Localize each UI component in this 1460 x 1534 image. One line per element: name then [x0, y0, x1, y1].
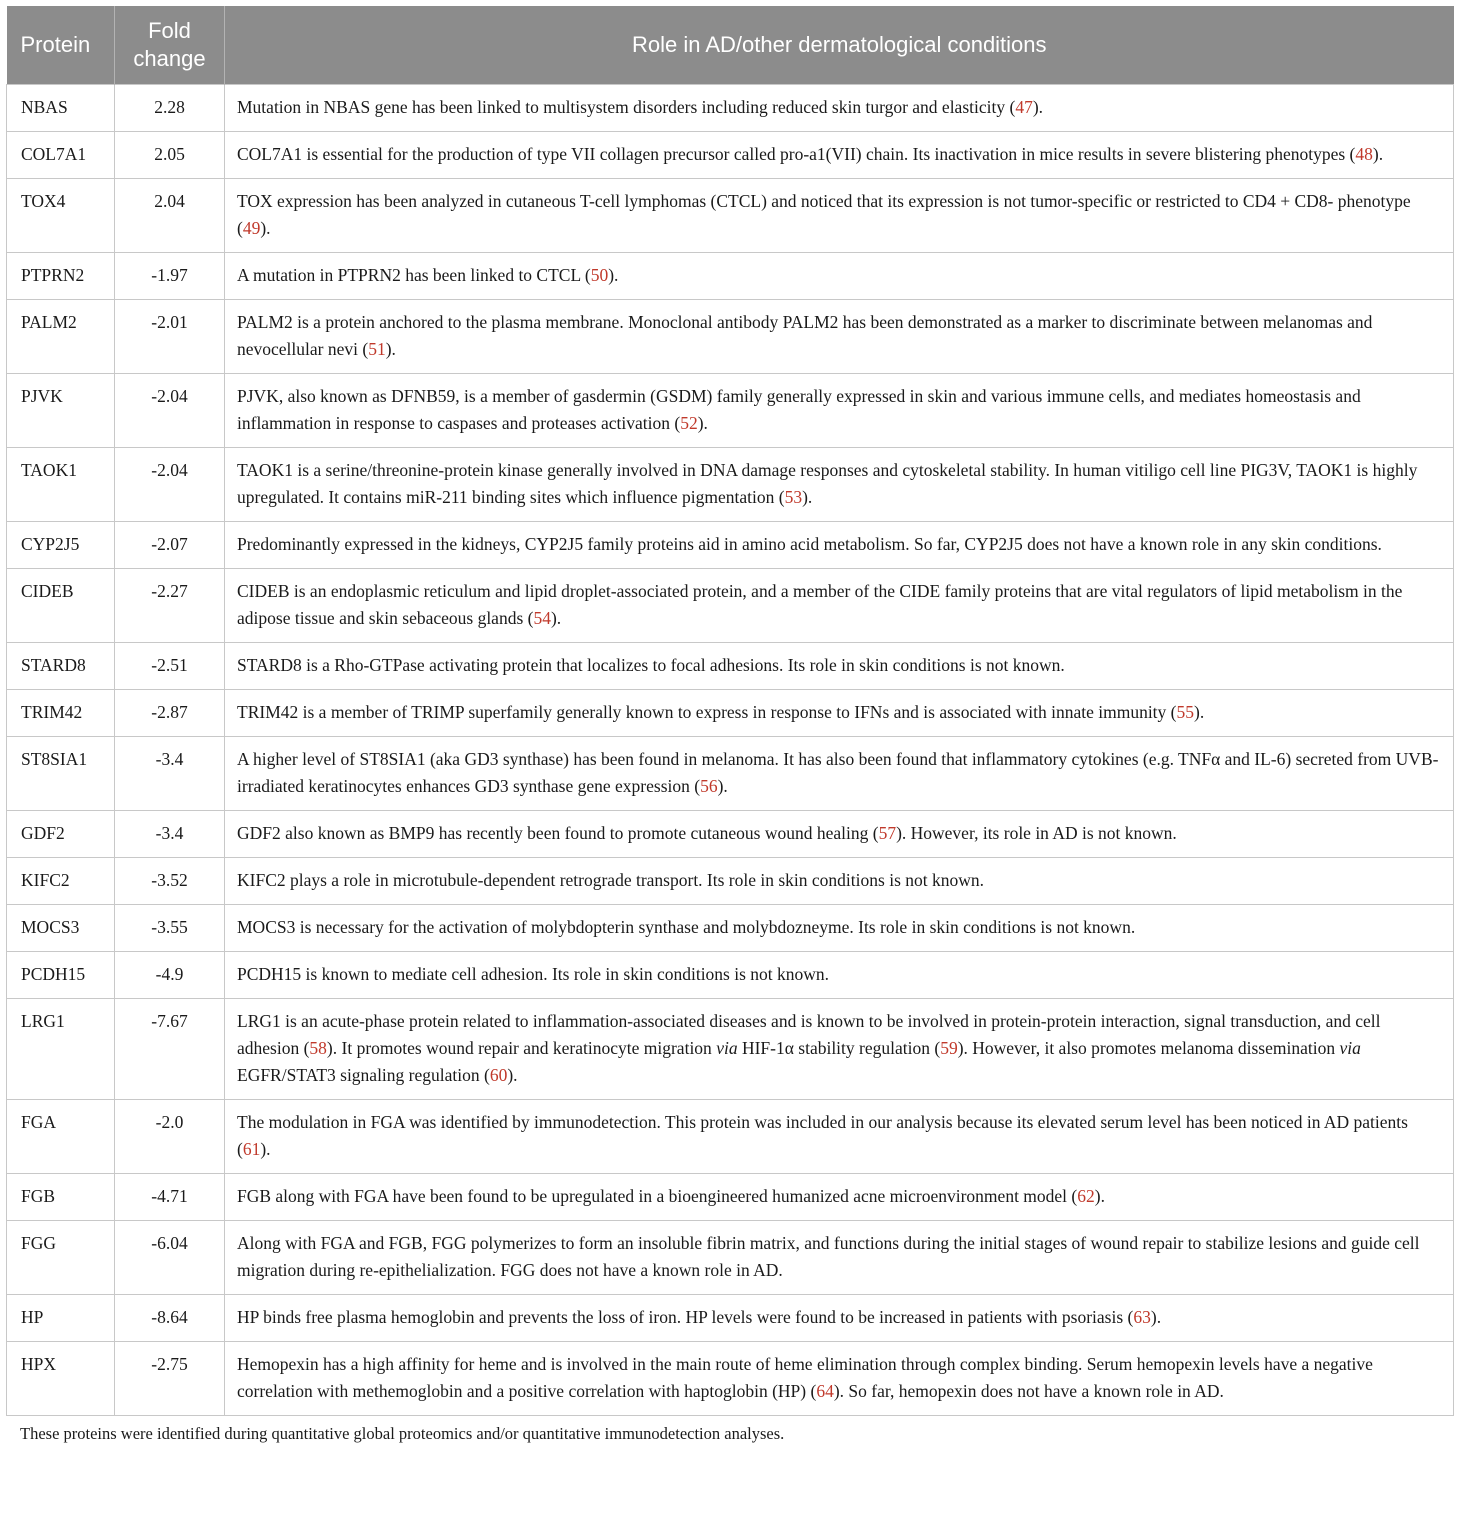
table-row	[7, 569, 1454, 643]
table-row	[7, 179, 1454, 253]
protein-cell: COL7A1	[7, 132, 115, 179]
reference-link[interactable]: 57	[878, 823, 897, 843]
table-row	[7, 300, 1454, 374]
reference-link[interactable]: 63	[1133, 1307, 1151, 1327]
role-text: Mutation in NBAS gene has been linked to multisystem disorders including reduced skin turgor and elasticity (	[237, 97, 1016, 117]
fold-change-cell: -2.04	[115, 448, 225, 522]
role-text: ).	[1094, 1186, 1105, 1206]
fold-change-cell: -3.4	[115, 737, 225, 811]
role-cell	[225, 858, 1454, 905]
role-text: A higher level of ST8SIA1 (aka GD3 synthase) has been found in melanoma. It has also been found that inflammatory cytokines (e.g. TNFα and IL-6) secreted from UVB-irradiated keratinocytes enhances GD3 synthase gene expression (	[237, 749, 1439, 796]
role-text: ).	[697, 413, 708, 433]
table-row	[7, 1295, 1454, 1342]
role-text: ).	[1372, 144, 1384, 164]
role-text: STARD8 is a Rho-GTPase activating protein that localizes to focal adhesions. Its role in skin conditions is not known.	[237, 655, 1065, 675]
fold-change-cell: -3.4	[115, 811, 225, 858]
role-text: ).	[260, 1139, 271, 1159]
role-text: ).	[1032, 97, 1044, 117]
table-row	[7, 690, 1454, 737]
role-text: ).	[1150, 1307, 1162, 1327]
reference-link[interactable]: 48	[1355, 144, 1373, 164]
reference-link[interactable]: 58	[309, 1038, 327, 1058]
role-cell	[225, 643, 1454, 690]
table-row	[7, 952, 1454, 999]
protein-cell: CIDEB	[7, 569, 115, 643]
reference-link[interactable]: 50	[590, 265, 609, 285]
role-text: PCDH15 is known to mediate cell adhesion. Its role in skin conditions is not known.	[237, 964, 830, 984]
table-row	[7, 643, 1454, 690]
protein-cell: PALM2	[7, 300, 115, 374]
role-cell	[225, 1100, 1454, 1174]
role-text: FGB along with FGA have been found to be upregulated in a bioengineered humanized acne microenvironment model (	[237, 1186, 1078, 1206]
table-row	[7, 1221, 1454, 1295]
table-row	[7, 374, 1454, 448]
role-text: ). However, its role in AD is not known.	[896, 823, 1177, 843]
role-cell	[225, 253, 1454, 300]
role-text: TOX expression has been analyzed in cutaneous T-cell lymphomas (CTCL) and noticed that its expression is not tumor-specific or restricted to CD4 + CD8- phenotype (	[237, 191, 1411, 238]
reference-link[interactable]: 51	[368, 339, 386, 359]
protein-cell: TOX4	[7, 179, 115, 253]
fold-change-cell: -3.55	[115, 905, 225, 952]
role-text: PJVK, also known as DFNB59, is a member of gasdermin (GSDM) family generally expressed in skin and various immune cells, and mediates homeostasis and inflammation in response to caspases and proteases activation (	[237, 386, 1361, 433]
protein-cell: ST8SIA1	[7, 737, 115, 811]
role-text: ).	[608, 265, 619, 285]
role-cell	[225, 374, 1454, 448]
fold-change-cell: -2.04	[115, 374, 225, 448]
role-text: HP binds free plasma hemoglobin and prevents the loss of iron. HP levels were found to be increased in patients with psoriasis (	[237, 1307, 1134, 1327]
protein-cell: GDF2	[7, 811, 115, 858]
role-text: Predominantly expressed in the kidneys, CYP2J5 family proteins aid in amino acid metabolism. So far, CYP2J5 does not have a known role in any skin conditions.	[237, 534, 1382, 554]
role-cell	[225, 690, 1454, 737]
table-row	[7, 999, 1454, 1100]
role-cell	[225, 132, 1454, 179]
role-text: ).	[1194, 702, 1205, 722]
protein-cell: FGG	[7, 1221, 115, 1295]
table-row	[7, 905, 1454, 952]
fold-change-cell: 2.28	[115, 85, 225, 132]
role-cell	[225, 1221, 1454, 1295]
role-text: PALM2 is a protein anchored to the plasma membrane. Monoclonal antibody PALM2 has been demonstrated as a marker to discriminate between melanomas and nevocellular nevi (	[237, 312, 1373, 359]
fold-change-cell: -4.71	[115, 1174, 225, 1221]
role-text: The modulation in FGA was identified by immunodetection. This protein was included in our analysis because its elevated serum level has been noticed in AD patients (	[237, 1112, 1408, 1159]
protein-cell: STARD8	[7, 643, 115, 690]
fold-change-cell: -2.27	[115, 569, 225, 643]
protein-cell: TAOK1	[7, 448, 115, 522]
fold-change-cell: -4.9	[115, 952, 225, 999]
role-cell	[225, 737, 1454, 811]
reference-link[interactable]: 59	[940, 1038, 958, 1058]
fold-change-cell: -2.51	[115, 643, 225, 690]
protein-cell: CYP2J5	[7, 522, 115, 569]
protein-cell: TRIM42	[7, 690, 115, 737]
role-text: ).	[507, 1065, 518, 1085]
table-row	[7, 737, 1454, 811]
role-text: ).	[260, 218, 271, 238]
role-text: Hemopexin has a high affinity for heme and is involved in the main route of heme elimination through complex binding. Serum hemopexin levels have a negative correlation with methemoglobin and a positive correlation with haptoglobin (HP) (	[237, 1354, 1373, 1401]
reference-link[interactable]: 47	[1015, 97, 1033, 117]
role-text: HIF-1α stability regulation (	[737, 1038, 941, 1058]
table-row	[7, 1342, 1454, 1416]
reference-link[interactable]: 60	[489, 1065, 508, 1085]
table-row	[7, 1100, 1454, 1174]
protein-table-document	[6, 6, 1453, 1444]
protein-cell: HP	[7, 1295, 115, 1342]
reference-link[interactable]: 56	[700, 776, 718, 796]
role-cell	[225, 999, 1454, 1100]
role-cell	[225, 569, 1454, 643]
reference-link[interactable]: 64	[816, 1381, 834, 1401]
protein-cell: PCDH15	[7, 952, 115, 999]
role-text: ).	[802, 487, 813, 507]
table-row	[7, 253, 1454, 300]
header-protein: Protein	[7, 6, 115, 85]
header-fold-line1: Fold	[148, 18, 191, 43]
table-row	[7, 85, 1454, 132]
fold-change-cell: -2.01	[115, 300, 225, 374]
fold-change-cell: -7.67	[115, 999, 225, 1100]
role-text: EGFR/STAT3 signaling regulation (	[237, 1065, 490, 1085]
role-text: ).	[385, 339, 396, 359]
reference-link[interactable]: 53	[784, 487, 803, 507]
fold-change-cell: -2.87	[115, 690, 225, 737]
protein-cell: NBAS	[7, 85, 115, 132]
role-text: KIFC2 plays a role in microtubule-dependent retrograde transport. Its role in skin conditions is not known.	[237, 870, 985, 890]
role-cell	[225, 905, 1454, 952]
fold-change-cell: -8.64	[115, 1295, 225, 1342]
role-cell	[225, 1295, 1454, 1342]
reference-link[interactable]: 61	[242, 1139, 261, 1159]
table-row	[7, 522, 1454, 569]
role-cell	[225, 522, 1454, 569]
role-text: A mutation in PTPRN2 has been linked to CTCL (	[237, 265, 591, 285]
fold-change-cell: -1.97	[115, 253, 225, 300]
header-fold-line2: change	[133, 46, 206, 71]
table-row	[7, 811, 1454, 858]
table-row	[7, 448, 1454, 522]
role-text: ). It promotes wound repair and keratinocyte migration	[326, 1038, 717, 1058]
fold-change-cell: 2.05	[115, 132, 225, 179]
table-footnote: These proteins were identified during quantitative global proteomics and/or quantitative immunodetection analyses.	[20, 1424, 785, 1443]
role-cell	[225, 811, 1454, 858]
protein-cell: PTPRN2	[7, 253, 115, 300]
protein-cell: FGA	[7, 1100, 115, 1174]
role-cell	[225, 1174, 1454, 1221]
role-text: CIDEB is an endoplasmic reticulum and lipid droplet-associated protein, and a member of the CIDE family proteins that are vital regulators of lipid metabolism in the adipose tissue and skin sebaceous glands (	[237, 581, 1403, 628]
protein-cell: PJVK	[7, 374, 115, 448]
italic-text: via	[716, 1038, 738, 1058]
role-cell	[225, 448, 1454, 522]
role-text: LRG1 is an acute-phase protein related to inflammation-associated diseases and is known to be involved in protein-protein interaction, signal transduction, and cell adhesion (	[237, 1011, 1381, 1058]
role-text: MOCS3 is necessary for the activation of molybdopterin synthase and molybdozneyme. Its role in skin conditions is not known.	[237, 917, 1136, 937]
fold-change-cell: -6.04	[115, 1221, 225, 1295]
fold-change-cell: -3.52	[115, 858, 225, 905]
table-header-row	[7, 6, 1454, 85]
role-cell	[225, 952, 1454, 999]
role-text: Along with FGA and FGB, FGG polymerizes to form an insoluble fibrin matrix, and functions during the initial stages of wound repair to stabilize lesions and guide cell migration during re-epithelialization. FGG does not have a known role in AD.	[237, 1233, 1420, 1280]
reference-link[interactable]: 62	[1077, 1186, 1095, 1206]
protein-table	[6, 6, 1454, 1416]
fold-change-cell: -2.75	[115, 1342, 225, 1416]
role-text: ).	[717, 776, 728, 796]
role-text: ).	[550, 608, 562, 628]
header-fold-change	[115, 6, 225, 85]
protein-cell: LRG1	[7, 999, 115, 1100]
role-text: ). However, it also promotes melanoma dissemination	[957, 1038, 1340, 1058]
role-cell	[225, 1342, 1454, 1416]
role-cell	[225, 85, 1454, 132]
role-text: TAOK1 is a serine/threonine-protein kinase generally involved in DNA damage responses and cytoskeletal stability. In human vitiligo cell line PIG3V, TAOK1 is highly upregulated. It contains miR-211 binding sites which influence pigmentation (	[237, 460, 1418, 507]
table-row	[7, 858, 1454, 905]
protein-cell: FGB	[7, 1174, 115, 1221]
italic-text: via	[1339, 1038, 1361, 1058]
role-cell	[225, 300, 1454, 374]
header-role: Role in AD/other dermatological conditions	[225, 6, 1454, 85]
reference-link[interactable]: 52	[680, 413, 698, 433]
table-row	[7, 132, 1454, 179]
fold-change-cell: -2.07	[115, 522, 225, 569]
reference-link[interactable]: 55	[1176, 702, 1194, 722]
role-text: COL7A1 is essential for the production of type VII collagen precursor called pro-a1(VII) chain. Its inactivation in mice results in severe blistering phenotypes (	[237, 144, 1356, 164]
fold-change-cell: -2.0	[115, 1100, 225, 1174]
fold-change-cell: 2.04	[115, 179, 225, 253]
role-text: GDF2 also known as BMP9 has recently been found to promote cutaneous wound healing (	[237, 823, 879, 843]
role-cell	[225, 179, 1454, 253]
table-body	[7, 85, 1454, 1416]
protein-cell: HPX	[7, 1342, 115, 1416]
table-row	[7, 1174, 1454, 1221]
role-text: ). So far, hemopexin does not have a known role in AD.	[833, 1381, 1224, 1401]
reference-link[interactable]: 54	[533, 608, 551, 628]
role-text: TRIM42 is a member of TRIMP superfamily generally known to express in response to IFNs and is associated with innate immunity (	[237, 702, 1177, 722]
protein-cell: MOCS3	[7, 905, 115, 952]
protein-cell: KIFC2	[7, 858, 115, 905]
reference-link[interactable]: 49	[242, 218, 261, 238]
